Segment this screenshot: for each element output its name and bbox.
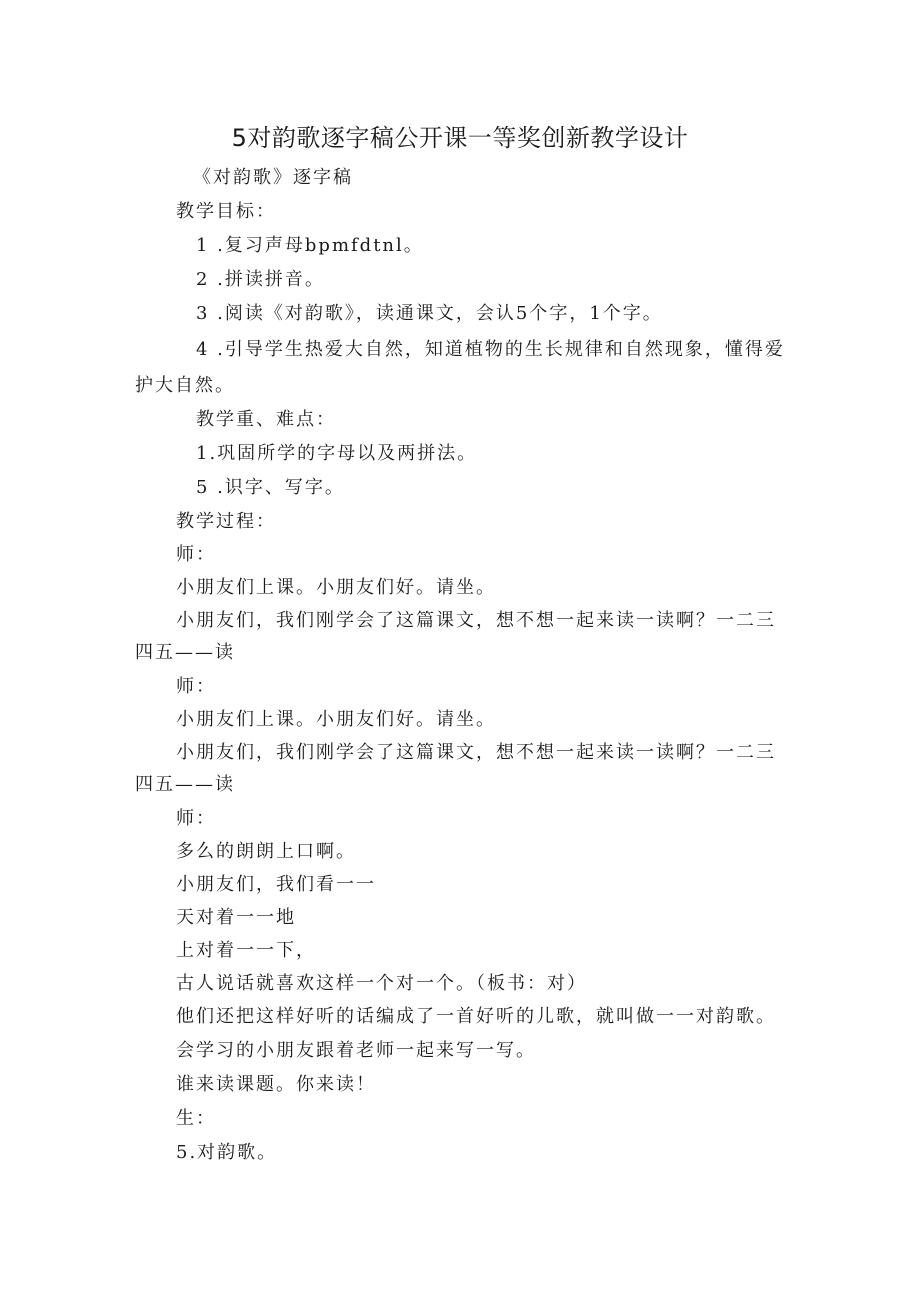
objective-item: 4 .引导学生热爱大自然，知道植物的生长规律和自然现象，懂得爱 xyxy=(196,339,785,360)
process-line: 生： xyxy=(176,1108,216,1129)
objectives-heading: 教学目标： xyxy=(176,201,276,222)
process-line: 小朋友们，我们看一一 xyxy=(176,874,376,895)
process-line: 5.对韵歌。 xyxy=(176,1142,278,1163)
process-line: 古人说话就喜欢这样一个对一个。（板书：对） xyxy=(176,973,587,994)
objective-item: 3 .阅读《对韵歌》，读通课文，会认5个字，1个字。 xyxy=(196,303,663,324)
process-line: 师： xyxy=(176,544,216,565)
objective-item: 2 .拼读拼音。 xyxy=(196,269,325,290)
process-heading: 教学过程： xyxy=(176,511,276,532)
process-line: 会学习的小朋友跟着老师一起来写一写。 xyxy=(176,1040,536,1061)
keypoint-item: 5 .识字、写字。 xyxy=(196,477,345,498)
document-title: 5对韵歌逐字稿公开课一等奖创新教学设计 xyxy=(231,124,689,152)
process-line: 他们还把这样好听的话编成了一首好听的儿歌，就叫做一一对韵歌。 xyxy=(176,1006,776,1027)
process-line: 小朋友们上课。小朋友们好。请坐。 xyxy=(176,709,496,730)
process-line: 上对着一一下， xyxy=(176,940,316,961)
keypoint-item: 1.巩固所学的字母以及两拼法。 xyxy=(196,443,478,464)
process-line: 师： xyxy=(176,808,216,829)
objective-item-continuation: 护大自然。 xyxy=(135,375,235,396)
process-line: 小朋友们，我们刚学会了这篇课文，想不想一起来读一读啊？一二三 xyxy=(176,610,776,631)
process-line: 小朋友们，我们刚学会了这篇课文，想不想一起来读一读啊？一二三 xyxy=(176,742,776,763)
process-line: 天对着一一地 xyxy=(176,907,296,928)
document-subtitle: 《对韵歌》逐字稿 xyxy=(193,167,353,188)
process-line: 多么的朗朗上口啊。 xyxy=(176,841,356,862)
objective-item: 1 .复习声母bpmfdtnl。 xyxy=(196,235,424,256)
process-line: 小朋友们上课。小朋友们好。请坐。 xyxy=(176,577,496,598)
process-line: 师： xyxy=(176,676,216,697)
process-line-continuation: 四五——读 xyxy=(135,774,235,795)
process-line-continuation: 四五——读 xyxy=(135,642,235,663)
process-line: 谁来读课题。你来读！ xyxy=(176,1074,376,1095)
keypoints-heading: 教学重、难点： xyxy=(196,409,336,430)
